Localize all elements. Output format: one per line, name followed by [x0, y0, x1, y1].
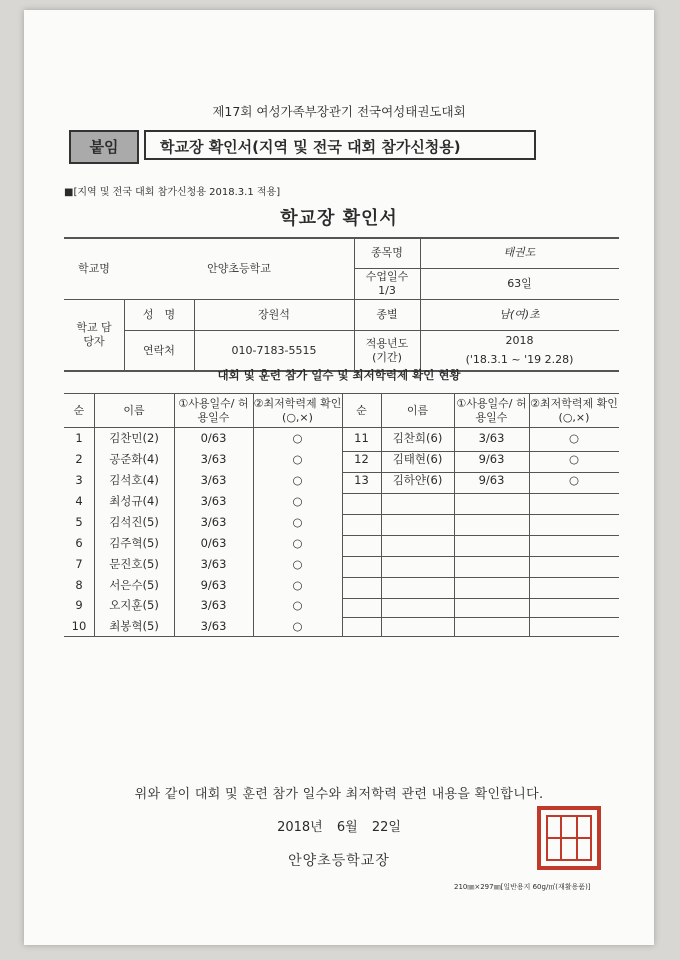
- cell-check: ○: [292, 556, 303, 571]
- cell-no: 4: [75, 493, 83, 508]
- confirmation-date: 2018년 6월 22일: [277, 820, 401, 835]
- manager-name-label: 성 명: [142, 308, 176, 322]
- cell-name: 김태현(6): [392, 452, 443, 467]
- cell-days: 9/63: [478, 473, 505, 488]
- cell-days: 3/63: [200, 619, 227, 634]
- cell-days: 0/63: [200, 431, 227, 446]
- cell-name: 최봉혁(5): [109, 619, 159, 634]
- year-value: 2018: [505, 334, 534, 348]
- cell-name: 김주혁(5): [109, 535, 159, 550]
- year-label: 적용년도 (기간): [365, 336, 409, 364]
- cell-no: 12: [354, 452, 369, 467]
- section-title: 대회 및 훈련 참가 일수 및 최저학력제 확인 현황: [217, 368, 461, 382]
- header-days: ①사용일수/ 허용일수: [456, 396, 527, 424]
- document-title: 학교장 확인서: [280, 208, 398, 229]
- cell-check: ○: [292, 598, 303, 613]
- school-seal: [536, 805, 602, 871]
- gender-value: 남(여)초: [499, 308, 540, 322]
- school-name-label: 학교명: [78, 261, 110, 275]
- cell-no: 5: [75, 514, 83, 529]
- event-value: 태권도: [503, 246, 536, 260]
- cell-no: 11: [354, 431, 369, 446]
- cell-days: 3/63: [200, 514, 227, 529]
- cell-days: 3/63: [200, 493, 227, 508]
- cell-check: ○: [292, 493, 303, 508]
- attachment-badge: 붙임: [69, 130, 139, 164]
- cell-days: 9/63: [478, 452, 505, 467]
- cell-check: ○: [568, 452, 580, 467]
- header-name: 이름: [406, 403, 429, 417]
- cell-days: 9/63: [200, 577, 227, 592]
- principal-signature: 안양초등학교장: [288, 853, 390, 869]
- header-academic: ②최저학력제 확인(○,×): [530, 396, 618, 424]
- contact-label: 연락처: [143, 343, 175, 357]
- cell-check: ○: [292, 452, 303, 467]
- school-name-value: 안양초등학교: [207, 261, 271, 275]
- cell-no: 8: [75, 577, 83, 592]
- cell-name: 문진호(5): [109, 556, 159, 571]
- class-days-value: 63일: [507, 277, 532, 291]
- period-value: ('18.3.1 ~ '19 2.28): [465, 353, 574, 367]
- cell-check: ○: [292, 514, 303, 529]
- manager-name-value: 장원석: [258, 308, 290, 322]
- cell-name: 김찬희(6): [392, 431, 443, 446]
- header-days: ①사용일수/ 허용일수: [178, 396, 249, 424]
- cell-check: ○: [292, 535, 303, 550]
- confirmation-text: 위와 같이 대회 및 훈련 참가 일수와 최저학력 관련 내용을 확인합니다.: [134, 787, 544, 802]
- gender-label: 종별: [376, 308, 398, 322]
- cell-days: 0/63: [200, 535, 227, 550]
- cell-name: 오지훈(5): [109, 598, 159, 613]
- cell-check: ○: [292, 473, 303, 488]
- cell-no: 9: [75, 598, 83, 613]
- cell-name: 최성규(4): [109, 493, 159, 508]
- header-name: 이름: [123, 403, 145, 417]
- cell-days: 3/63: [200, 556, 227, 571]
- cell-check: ○: [568, 431, 580, 446]
- header-academic: ②최저학력제 확인(○,×): [253, 396, 342, 424]
- paper-spec: 210㎜×297㎜[일반용지 60g/㎡(재활용품)]: [454, 883, 591, 891]
- cell-name: 김찬민(2): [109, 431, 159, 446]
- document-page: [24, 10, 654, 945]
- cell-no: 10: [71, 619, 87, 634]
- cell-name: 공준화(4): [109, 452, 159, 467]
- cell-name: 서은수(5): [109, 577, 159, 592]
- contact-value: 010-7183-5515: [231, 343, 317, 357]
- attachment-title: 학교장 확인서(지역 및 전국 대회 참가신청용): [144, 130, 536, 160]
- cell-name: 김석진(5): [109, 514, 159, 529]
- cell-no: 7: [75, 556, 83, 571]
- cell-check: ○: [292, 619, 303, 634]
- cell-name: 김석호(4): [109, 473, 159, 488]
- cell-name: 김하얀(6): [392, 473, 443, 488]
- event-label: 종목명: [371, 246, 403, 260]
- cell-check: ○: [292, 431, 303, 446]
- class-days-label: 수업일수 1/3: [365, 270, 409, 297]
- header-no: 순: [356, 403, 367, 417]
- header-no: 순: [73, 403, 85, 417]
- cell-no: 1: [75, 431, 83, 446]
- cell-no: 13: [354, 473, 369, 488]
- event-title: 제17회 여성가족부장관기 전국여성태권도대회: [212, 104, 466, 119]
- cell-days: 3/63: [200, 473, 227, 488]
- cell-no: 2: [75, 452, 83, 467]
- cell-no: 3: [75, 473, 83, 488]
- manager-label: 학교 담당자: [76, 321, 112, 348]
- cell-days: 3/63: [200, 452, 227, 467]
- cell-check: ○: [568, 473, 580, 488]
- cell-days: 3/63: [478, 431, 505, 446]
- form-note: ■[지역 및 전국 대회 참가신청용 2018.3.1 적용]: [64, 187, 281, 198]
- cell-check: ○: [292, 577, 303, 592]
- cell-days: 3/63: [200, 598, 227, 613]
- cell-no: 6: [75, 535, 83, 550]
